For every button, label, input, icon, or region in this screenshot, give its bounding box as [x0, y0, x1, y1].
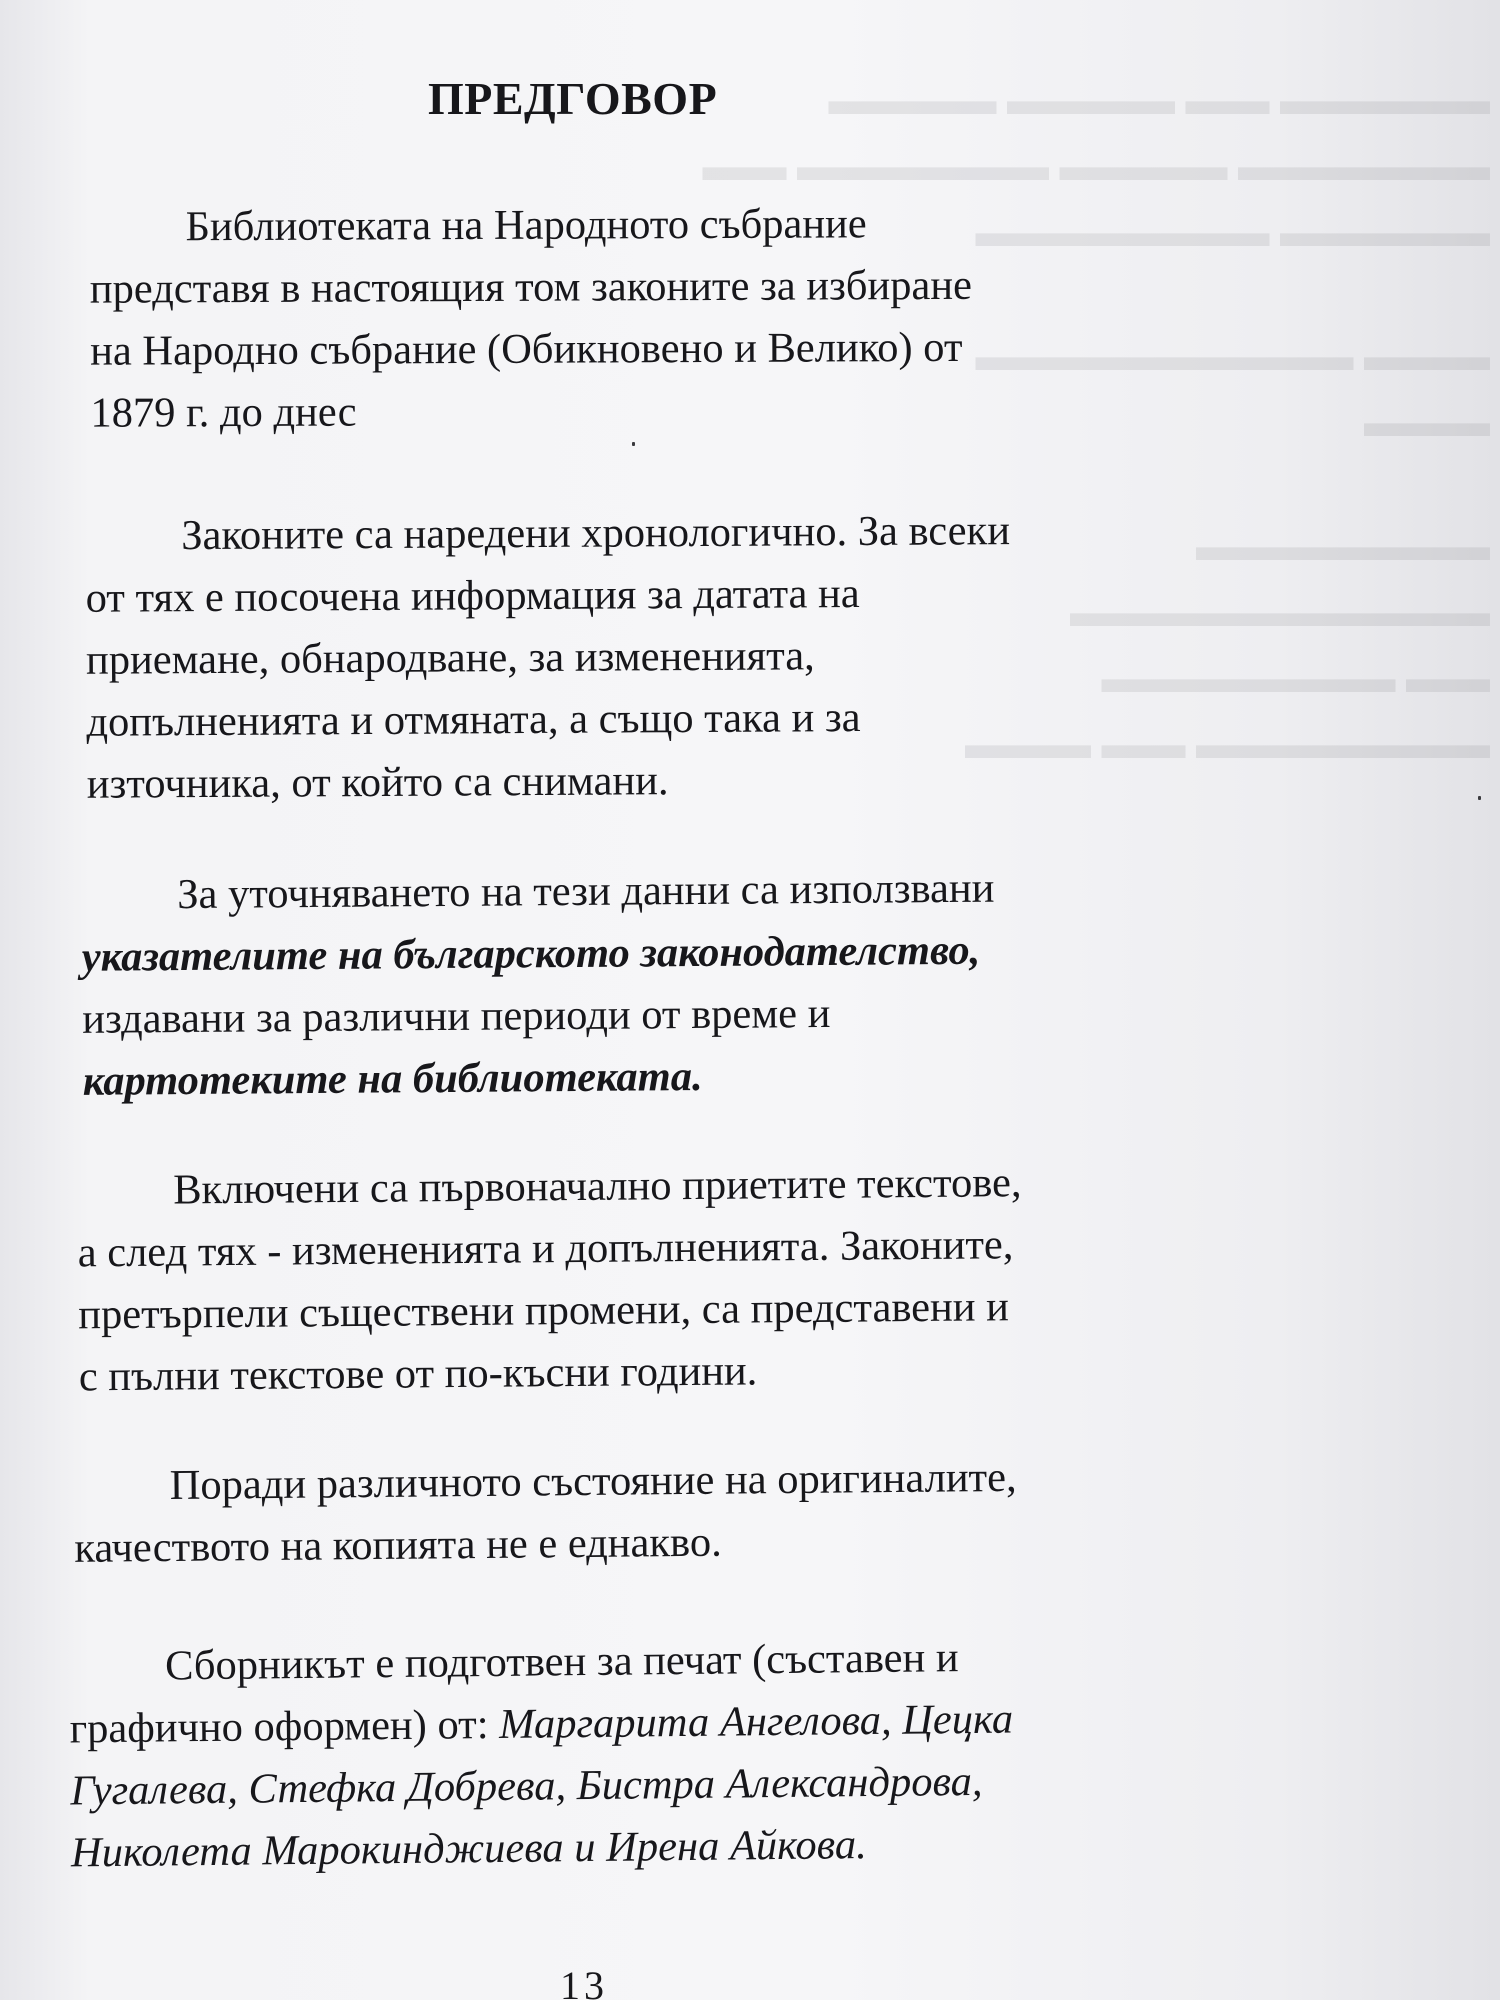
names-line: Николета Марокинджиева и Ирена Айкова.	[70, 1821, 867, 1877]
page-number: 13	[560, 1963, 608, 2000]
text-line: източника, от който са снимани.	[86, 757, 669, 808]
emphasized-line: картотеките на библиотеката.	[82, 1052, 703, 1105]
text-line: Библиотеката на Народното събрание	[185, 200, 867, 251]
paragraph-credits	[69, 1624, 1302, 1885]
names-line: Гугалева, Стефка Добрева, Бистра Александрова,	[70, 1757, 983, 1815]
paragraph-sources	[81, 855, 1313, 1113]
text-line: от тях е посочена информация за датата на	[85, 570, 860, 622]
print-speck	[632, 442, 635, 446]
paragraph-texts	[77, 1150, 1309, 1409]
text-line: претърпели съществени промени, са представени и	[78, 1283, 1010, 1339]
text-line: издавани за различни периоди от време и	[82, 989, 831, 1043]
text-line: допълненията и отмяната, а също така и за	[86, 694, 861, 746]
text-line: За уточняването на тези данни са използвани	[177, 864, 995, 919]
text-line: приемане, обнародване, за измененията,	[85, 632, 815, 684]
bleed-through-text: ▬▬▬▬▬ ▬▬ ▬▬▬▬ ▬▬▬▬ ▬▬▬▬▬▬ ▬▬▬▬ ▬▬▬▬▬▬ ▬▬ ▬▬▬▬▬ ▬▬▬▬▬▬▬ ▬▬▬ ▬▬▬▬▬▬▬▬▬ ▬▬▬ ▬▬▬▬▬▬▬ ▬▬▬▬▬▬▬▬▬▬ ▬▬ ▬▬▬▬▬▬▬ ▬▬▬▬▬▬▬ ▬▬ ▬▬▬	[702, 78, 1490, 768]
text-line: качеството на копията не е еднакво.	[74, 1518, 722, 1572]
text-line: с пълни текстове от по-късни години.	[78, 1347, 758, 1401]
text-segment: графично оформен) от:	[69, 1700, 500, 1753]
text-line: Включени са първоначално приетите текстове,	[172, 1159, 1022, 1214]
text-line: Поради различното състояние на оригиналите,	[169, 1453, 1017, 1509]
paragraph-quality	[73, 1444, 1304, 1580]
paragraph-chronology	[85, 498, 1317, 816]
text-line: представя в настоящия том законите за избиране	[89, 261, 973, 313]
text-line: 1879 г. до днес	[90, 388, 357, 437]
text-line: а след тях - измененията и допълненията. Законите,	[77, 1221, 1014, 1277]
text-line: на Народно събрание (Обикновено и Велико) от	[90, 323, 963, 375]
names-segment: Маргарита Ангелова, Цецка	[498, 1695, 1014, 1748]
preface-heading: ПРЕДГОВОР	[428, 73, 718, 124]
paragraph-intro	[89, 191, 1320, 444]
print-speck	[1478, 796, 1481, 800]
text-line: Законите са наредени хронологично. За всеки	[181, 507, 1011, 560]
emphasized-line: указателите на българското законодателство,	[81, 926, 981, 981]
text-line: Сборникът е подготвен за печат (съставен и	[164, 1634, 959, 1690]
